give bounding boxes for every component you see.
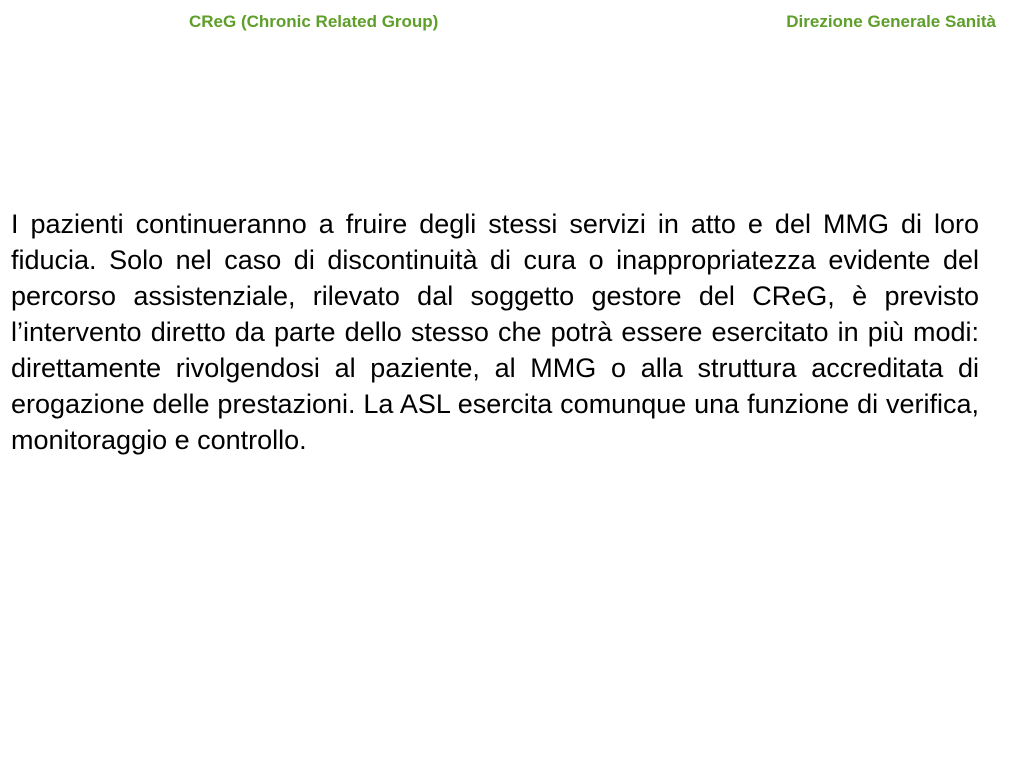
body-paragraph: I pazienti continueranno a fruire degli stessi servizi in atto e del MMG di loro fiducia. Solo nel caso di discontinuità di cura o inappropriatezza evidente del percorso assistenziale, rilevato dal soggetto gestore del CReG, è previsto l’intervento diretto da parte dello stesso che potrà essere esercitato in più modi: direttamente rivolgendosi al paziente, al MMG o alla struttura accreditata di erogazione delle prestazioni. La ASL esercita comunque una funzione di verifica, monitoraggio e controllo.	[11, 209, 979, 455]
header-title-left: CReG (Chronic Related Group)	[189, 12, 439, 31]
header-title-right: Direzione Generale Sanità	[786, 12, 996, 31]
